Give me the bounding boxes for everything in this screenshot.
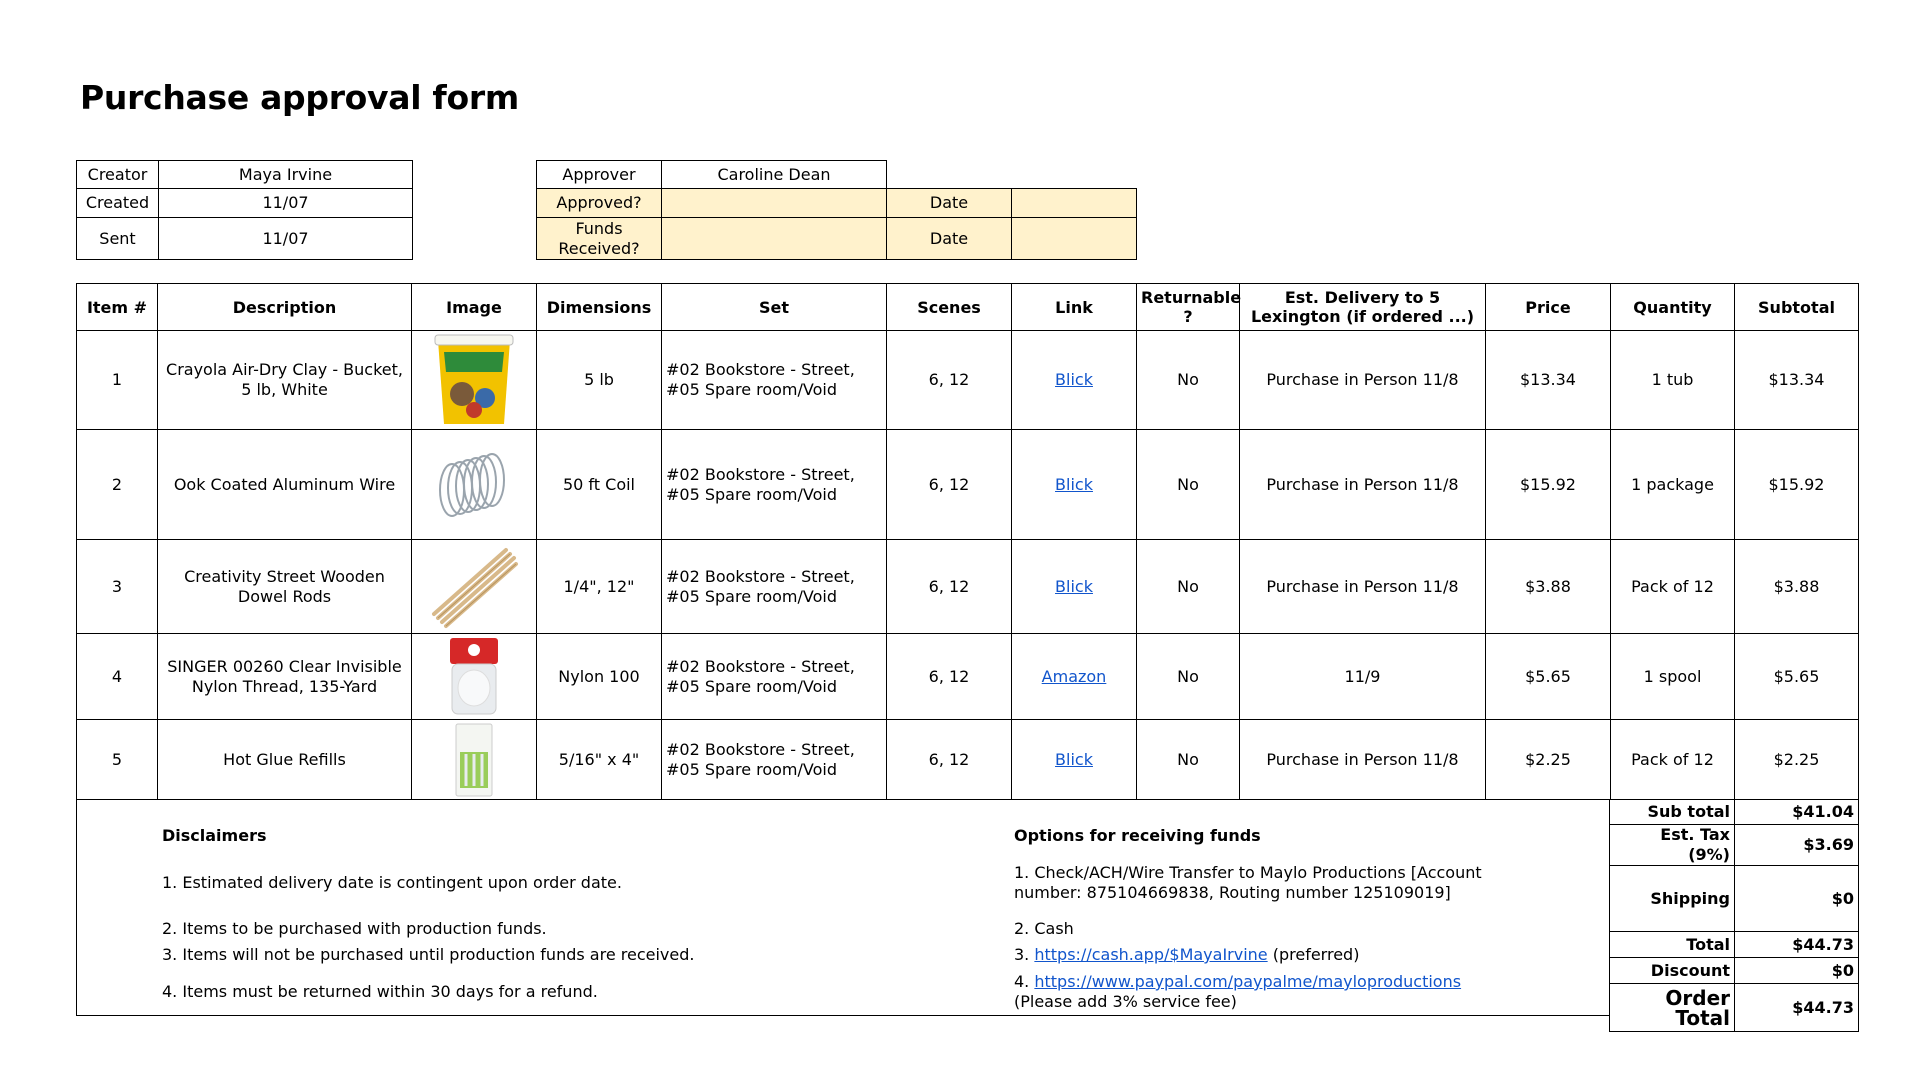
item-set: #02 Bookstore - Street, #05 Spare room/Void (662, 634, 887, 720)
item-num: 1 (77, 331, 158, 430)
item-description: Ook Coated Aluminum Wire (158, 430, 412, 540)
item-subtotal: $13.34 (1735, 331, 1859, 430)
item-price: $13.34 (1486, 331, 1611, 430)
wire-coil-icon (426, 440, 522, 530)
item-dimensions: 5 lb (537, 331, 662, 430)
item-num: 3 (77, 540, 158, 634)
discount-value: $0 (1735, 958, 1859, 984)
table-row (77, 430, 1859, 540)
item-set: #02 Bookstore - Street, #05 Spare room/Void (662, 430, 887, 540)
funds-option-transfer: 1. Check/ACH/Wire Transfer to Maylo Productions [Account number: 875104669838, Routing number 125109019] (1014, 863, 1482, 902)
empty-cell (1012, 161, 1137, 189)
table-header-row (77, 284, 1859, 331)
item-price: $5.65 (1486, 634, 1611, 720)
col-header-set: Set (662, 284, 887, 331)
item-image (412, 430, 537, 540)
item-link[interactable]: Blick (1055, 576, 1093, 596)
subtotal-label: Sub total (1610, 800, 1735, 825)
discount-label: Discount (1610, 958, 1735, 984)
item-returnable: No (1137, 331, 1240, 430)
created-value[interactable]: 11/07 (159, 189, 413, 218)
item-link[interactable]: Blick (1055, 749, 1093, 769)
approved-date-label: Date (887, 189, 1012, 218)
approved-date-value[interactable] (1012, 189, 1137, 218)
cashapp-link[interactable]: https://cash.app/$MayaIrvine (1034, 945, 1268, 964)
creator-value[interactable]: Maya Irvine (159, 161, 413, 189)
disclaimer-item: 3. Items will not be purchased until production funds are received. (162, 945, 695, 964)
item-quantity: 1 spool (1611, 634, 1735, 720)
sent-label: Sent (77, 218, 159, 260)
disclaimers-heading: Disclaimers (162, 826, 267, 845)
item-scenes: 6, 12 (887, 430, 1012, 540)
funds-date-label: Date (887, 218, 1012, 260)
item-quantity: 1 package (1611, 430, 1735, 540)
funds-option-paypal (1014, 972, 1461, 992)
item-scenes: 6, 12 (887, 331, 1012, 430)
item-dimensions: 1/4", 12" (537, 540, 662, 634)
item-quantity: 1 tub (1611, 331, 1735, 430)
funds-option-cash: 2. Cash (1014, 919, 1074, 938)
col-header-scenes: Scenes (887, 284, 1012, 331)
item-link-cell (1012, 430, 1137, 540)
funds-options-heading: Options for receiving funds (1014, 826, 1261, 845)
item-price: $3.88 (1486, 540, 1611, 634)
item-delivery: Purchase in Person 11/8 (1240, 540, 1486, 634)
sent-value[interactable]: 11/07 (159, 218, 413, 260)
item-set: #02 Bookstore - Street, #05 Spare room/Void (662, 720, 887, 800)
item-delivery: Purchase in Person 11/8 (1240, 331, 1486, 430)
tax-value: $3.69 (1735, 825, 1859, 866)
page-title: Purchase approval form (80, 78, 519, 117)
shipping-label: Shipping (1610, 866, 1735, 932)
items-table (76, 283, 1859, 800)
item-price: $2.25 (1486, 720, 1611, 800)
table-row (77, 331, 1859, 430)
item-image (412, 540, 537, 634)
item-returnable: No (1137, 430, 1240, 540)
creator-info-table (76, 160, 413, 260)
item-link[interactable]: Blick (1055, 370, 1093, 389)
item-scenes: 6, 12 (887, 720, 1012, 800)
option-prefix: 4. (1014, 972, 1035, 991)
subtotal-value: $41.04 (1735, 800, 1859, 825)
item-delivery: Purchase in Person 11/8 (1240, 430, 1486, 540)
paypal-link[interactable]: https://www.paypal.com/paypalme/mayloproductions (1034, 972, 1462, 991)
item-num: 4 (77, 634, 158, 720)
footer-notes-box (76, 799, 1610, 1016)
item-returnable: No (1137, 634, 1240, 720)
item-link-cell (1012, 540, 1137, 634)
item-description: Crayola Air-Dry Clay - Bucket, 5 lb, White (158, 331, 412, 430)
item-subtotal: $3.88 (1735, 540, 1859, 634)
col-header-quantity: Quantity (1611, 284, 1735, 331)
item-price: $15.92 (1486, 430, 1611, 540)
disclaimer-item: 2. Items to be purchased with production funds. (162, 919, 547, 938)
item-link[interactable]: Blick (1055, 474, 1093, 494)
col-header-description: Description (158, 284, 412, 331)
item-image (412, 331, 537, 430)
col-header-image: Image (412, 284, 537, 331)
totals-table (1609, 799, 1859, 1032)
item-dimensions: 5/16" x 4" (537, 720, 662, 800)
item-delivery: 11/9 (1240, 634, 1486, 720)
col-header-returnable: Returnable ? (1137, 284, 1240, 331)
shipping-value: $0 (1735, 866, 1859, 932)
item-image (412, 634, 537, 720)
disclaimer-item: 4. Items must be returned within 30 days for a refund. (162, 982, 598, 1001)
item-subtotal: $5.65 (1735, 634, 1859, 720)
item-dimensions: Nylon 100 (537, 634, 662, 720)
tax-label: Est. Tax (9%) (1610, 825, 1735, 866)
item-link-cell (1012, 634, 1137, 720)
empty-cell (887, 161, 1012, 189)
thread-spool-icon (444, 636, 504, 718)
approver-value[interactable]: Caroline Dean (662, 161, 887, 189)
glue-sticks-icon (452, 722, 496, 798)
item-quantity: Pack of 12 (1611, 540, 1735, 634)
item-num: 2 (77, 430, 158, 540)
item-description: Hot Glue Refills (158, 720, 412, 800)
item-image (412, 720, 537, 800)
col-header-delivery: Est. Delivery to 5 Lexington (if ordered ...) (1240, 284, 1486, 331)
item-link-cell (1012, 720, 1137, 800)
item-returnable: No (1137, 720, 1240, 800)
clay-bucket-icon (430, 332, 518, 428)
item-description: Creativity Street Wooden Dowel Rods (158, 540, 412, 634)
table-row (77, 634, 1859, 720)
disclaimer-item: 1. Estimated delivery date is contingent upon order date. (162, 873, 622, 892)
approved-value[interactable] (662, 189, 887, 218)
option-prefix: 3. (1014, 945, 1035, 964)
item-returnable: No (1137, 540, 1240, 634)
item-dimensions: 50 ft Coil (537, 430, 662, 540)
approver-label: Approver (537, 161, 662, 189)
funds-received-value[interactable] (662, 218, 887, 260)
order-total-value: $44.73 (1735, 984, 1859, 1032)
funds-option-cashapp (1014, 945, 1359, 965)
item-scenes: 6, 12 (887, 634, 1012, 720)
funds-received-label: Funds Received? (537, 218, 662, 260)
total-value: $44.73 (1735, 932, 1859, 958)
item-description: SINGER 00260 Clear Invisible Nylon Thread, 135-Yard (158, 634, 412, 720)
item-link-cell (1012, 331, 1137, 430)
dowel-rods-icon (424, 544, 524, 630)
item-subtotal: $2.25 (1735, 720, 1859, 800)
item-delivery: Purchase in Person 11/8 (1240, 720, 1486, 800)
item-set: #02 Bookstore - Street, #05 Spare room/Void (662, 540, 887, 634)
item-num: 5 (77, 720, 158, 800)
funds-date-value[interactable] (1012, 218, 1137, 260)
item-link[interactable]: Amazon (1041, 666, 1107, 686)
approval-info-table (536, 160, 1137, 260)
table-row (77, 540, 1859, 634)
total-label: Total (1610, 932, 1735, 958)
item-scenes: 6, 12 (887, 540, 1012, 634)
col-header-item-num: Item # (77, 284, 158, 331)
order-total-label: Order Total (1610, 984, 1735, 1032)
col-header-dimensions: Dimensions (537, 284, 662, 331)
approved-label: Approved? (537, 189, 662, 218)
item-quantity: Pack of 12 (1611, 720, 1735, 800)
table-row (77, 720, 1859, 800)
paypal-fee-note: (Please add 3% service fee) (1014, 992, 1237, 1011)
col-header-subtotal: Subtotal (1735, 284, 1859, 331)
item-set: #02 Bookstore - Street, #05 Spare room/Void (662, 331, 887, 430)
creator-label: Creator (77, 161, 159, 189)
item-subtotal: $15.92 (1735, 430, 1859, 540)
col-header-price: Price (1486, 284, 1611, 331)
option-suffix: (preferred) (1267, 945, 1360, 964)
col-header-link: Link (1012, 284, 1137, 331)
created-label: Created (77, 189, 159, 218)
